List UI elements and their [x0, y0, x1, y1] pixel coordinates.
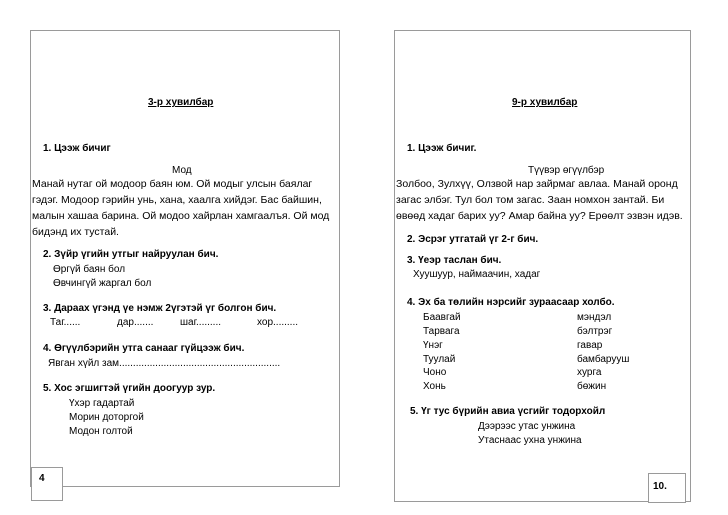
left-q3-heading: 3. Дараах үгэнд үе нэмж 2үгэтэй үг болгон бич. — [43, 303, 277, 314]
right-q4-right-item: бөжин — [577, 381, 607, 392]
right-variant-title: 9-р хувилбар — [512, 97, 578, 108]
right-q5-item: Дээрээс утас унжина — [478, 421, 576, 432]
right-q3-heading: 3. Үеэр таслан бич. — [407, 255, 502, 266]
right-q4-right-item: мэндэл — [577, 312, 612, 323]
left-q4-heading: 4. Өгүүлбэрийн утга санааг гүйцээж бич. — [43, 343, 245, 354]
left-q1-line: гэдэг. Модоор гэрийн унь, хана, хаалга хийдэг. Бас байшин, — [32, 194, 322, 206]
left-q1-title: Мод — [172, 165, 192, 176]
right-q3-text: Хуушуур, наймаачин, хадаг — [413, 269, 541, 280]
left-q1-heading: 1. Цээж бичиг — [43, 143, 111, 154]
left-q3-item: хор......... — [257, 317, 299, 328]
right-q4-left-item: Баавгай — [423, 312, 461, 323]
left-q5-item: Үхэр гадартай — [69, 398, 135, 409]
right-q5-heading: 5. Үг тус бүрийн авиа үсгийг тодорхойл — [410, 406, 606, 417]
left-page-number: 4 — [31, 467, 63, 501]
right-page-number: 10. — [648, 473, 686, 503]
right-q4-right-item: бамбарууш — [577, 354, 630, 365]
left-q2-heading: 2. Зүйр үгийн утгыг найруулан бич. — [43, 249, 219, 260]
right-q4-right-item: хурга — [577, 367, 602, 378]
right-q1-line: өвөөд хадаг барих уу? Амар байна уу? Ерөөлт эзвэн идэв. — [396, 210, 683, 222]
left-q5-heading: 5. Хос эгшигтэй үгийн доогуур зур. — [43, 383, 216, 394]
right-q1-line: Золбоо, Зулхүү, Олзвой нар зайрмаг авлаа. Манай оронд — [396, 178, 678, 190]
left-q5-item: Морин доторгой — [69, 412, 144, 423]
left-q2-item: Өвчингүй жаргал бол — [53, 278, 152, 289]
right-q1-heading: 1. Цээж бичиг. — [407, 143, 477, 154]
right-q4-left-item: Үнэг — [423, 340, 443, 351]
right-q4-right-item: бэлтрэг — [577, 326, 613, 337]
left-q1-line: Манай нутаг ой модоор баян юм. Ой модыг улсын баялаг — [32, 178, 313, 190]
left-q4-text: Явган хүйл зам.......................................................... — [48, 358, 281, 369]
right-q4-left-item: Туулай — [423, 354, 456, 365]
right-q2-heading: 2. Эсрэг утгатай үг 2-г бич. — [407, 234, 539, 245]
left-q1-line: бидэнд их тустай. — [32, 226, 119, 238]
right-q4-right-item: гавар — [577, 340, 603, 351]
left-q3-item: шаг......... — [180, 317, 222, 328]
left-q1-line: малын хашаа барина. Ой модоо хайрлан хамгаалъя. Ой мод — [32, 210, 330, 222]
right-q4-left-item: Чоно — [423, 367, 447, 378]
left-q3-item: дар....... — [117, 317, 154, 328]
right-q4-heading: 4. Эх ба төлийн нэрсийг зураасаар холбо. — [407, 297, 615, 308]
left-q3-item: Таг...... — [50, 317, 81, 328]
right-q1-line: загас элбэг. Тул бол том загас. Заан номхон зантай. Би — [396, 194, 665, 206]
right-q4-left-item: Тарвага — [423, 326, 460, 337]
right-q4-left-item: Хонь — [423, 381, 446, 392]
left-q5-item: Модон голтой — [69, 426, 133, 437]
left-variant-title: 3-р хувилбар — [148, 97, 214, 108]
right-q5-item: Утаснаас ухна унжина — [478, 435, 582, 446]
left-q2-item: Өргүй баян бол — [53, 264, 126, 275]
right-q1-title: Түүвэр өгүүлбэр — [528, 165, 605, 176]
